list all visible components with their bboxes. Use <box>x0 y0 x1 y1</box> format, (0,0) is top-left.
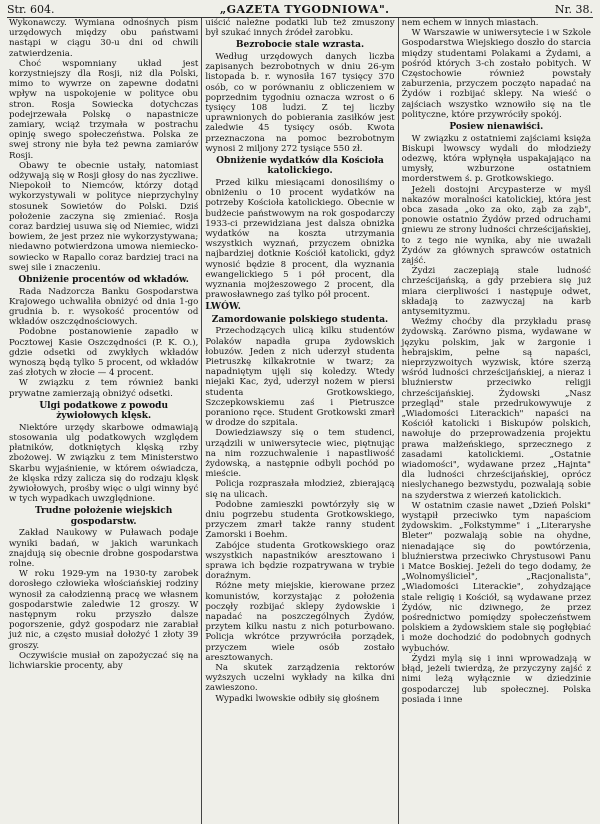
paragraph: Jeżeli dostojni Arcypasterze w myśl nakazów moralności katolickiej, która jest obca zasada „oko za oko, ząb za ząb", ponowie ostatnio Żydów przed odruchami gniewu ze strony ludności chrześcijańskiej, to z tego nie wynika, aby nie uważali Żydów za głównych sprawców ostatnich zajść. <box>401 184 591 266</box>
section-heading: Obniżenie wydatków dla Kościoła katolickiego. <box>216 155 384 177</box>
paragraph: Różne mety miejskie, kierowane przez komunistów, korzystając z położenia poczęły rozbijać sklepy żydowskie i napadać na poszczególnych Żydów, przytem kilku nastu z nich poturbowano. Policja wkrótce przywróciła porządek, przyczem wiele osób zostało aresztowanych. <box>205 581 395 663</box>
column-1 <box>7 18 200 824</box>
paragraph: Zabójce studenta Grotkowskiego oraz wszystkich napastników aresztowano i sprawa ich będzie rozpatrywana w trybie doraźnym. <box>205 540 395 582</box>
section-heading: Trudne położenie wiejskich gospodarstw. <box>34 506 173 527</box>
paragraph: Obawy te obecnie ustały, natomiast odżywają się w Rosji głosy do nas życzliwe. Niepokoił to Niemców, którzy dotąd wykorzystywali w polityce nieprzychylny stosunek Sowietów do Polski. Dziś położenie zaczyna się zmieniać. Rosja coraz bardziej usuwa się od Niemiec, widzi bowiem, że jest przez nie wykorzystywana; niedawno potwierdzona umowa niemiecko-sowiecko w Rapallo coraz bardziej traci na swej sile i znaczeniu. <box>9 160 199 273</box>
paragraph: W ostatnim czasie nawet „Dzień Polski" wystąpił przeciwko tym napaściom żydowskim. „Folkstymme" i „Literaryshe Bleter" pozwalają sobie na ohydne, nienadające się do powtórzenia, bluźnierstwa przeciwko Chrystusowi Panu i Matce Boskiej. Jeżeli do tego dodamy, że „Wolnomyśliciel", „Racjonalista", „Wiadomości Literackie", zohydzające stale religię i Kościół, są wydawane przez Żydów, nic dziwnego, że przez pośrednictwo pomiędzy społeczeństwem polskiem a żydowskiem stale się pogłębiać i może dochodzić do podobnych godnych wybuchów. <box>401 500 591 654</box>
section-heading: Zamordowanie polskiego studenta. <box>211 314 389 325</box>
page-number: Str. 604. <box>7 3 55 16</box>
dateline-city: LWÓW. <box>205 302 241 313</box>
paragraph: Policja rozpraszała młodzież, zbierającą się na ulicach. <box>205 479 395 500</box>
paragraph: Przed kilku miesiącami donosiliśmy o obniżeniu o 10 procent wydatków na potrzeby Kościoła katolickiego. Obecnie w budżecie państwowym na rok gospodarczy 1933-ci przewidziana jest dalsza obniżka wydatków na koszta utrzymania wszystkich wyznań, przyczem obniżka najbardziej dotknie Kościół katolicki, gdyż wynosić będzie 8 procent, dla wyznania ewangelickiego 5 i pół procent, dla wyznania mojżeszowego 2 procent, dla prawosławnego zaś tylko pół procent. <box>205 177 395 301</box>
paragraph: Żydzi mylą się i inni wprowadzają w błąd, jeżeli twierdzą, że przyczyny zajść z nimi leżą wyłącznie w dziedzinie gospodarczej lub społecznej. Polska posiada i inne <box>401 653 591 705</box>
paragraph: Na skutek zarządzenia rektorów wyższych uczelni wykłady na kilka dni zawieszono. <box>205 663 395 694</box>
section-heading: Obniżenie procentów od wkładów. <box>18 275 189 286</box>
paragraph: W związku z tem również banki prywatne zamierzają obniżyć odsetki. <box>9 378 199 399</box>
section-heading: Ulgi podatkowe z powodu żywiołowych klęsk. <box>39 400 168 422</box>
paragraph: Przechodzących ulicą kilku studentów Polaków napadła grupa żydowskich łobuzów. Jeden z nich uderzył studenta Pietruszkę kilkakrotnie w twarz; za napadniętym ujęli się koledzy. Wtedy niejaki Kac, żyd, uderzył nożem w piersi studenta Grotkowskiego, Szczepkowskiemu zaś i Pietruszce poraniono ręce. Student Grotkowski zmarł w drodze do szpitala. <box>205 326 395 429</box>
paragraph: Oczywiście musiał on zapożyczać się na lichwiarskie procenty, aby <box>9 650 199 672</box>
paragraph: Dowiedziawszy się o tem studenci, urządzili w uniwersytecie wiec, piętnując na nim rozzuchwalenie i napastliwość żydowską, a następnie odbyli pochód po mieście. <box>205 428 395 480</box>
paragraph: Podobne postanowienie zapadło w Pocztowej Kasie Oszczędności (P. K. O.), gdzie odsetki od zwykłych wkładów wynoszą będą tylko 5 procent, od wkładów zaś złotych w złocie — 4 procent. <box>9 327 199 379</box>
section-heading: Bezrobocie stale wzrasta. <box>235 40 365 51</box>
paragraph: W związku z ostatniemi zajściami księża Biskupi lwowscy wydali do młodzieży odezwę, która wpłynęła uspakajająco na umysły, wzburzone ostatniem morderstwem ś. p. Grotkowskiego. <box>401 133 591 185</box>
paragraph: Niektóre urzędy skarbowe odmawiają stosowania ulg podatkowych względem płatników, dotkniętych klęską rzby zbożowej. W związku z tem Ministerstwo Skarbu wyjaśnienie, w którem oświadcza, że klęska rdzy zalicza się do rodzaju klęsk żywiołowych, prośby więc o ulgi winny być w tych wypadkach uwzględnione. <box>9 422 199 505</box>
article-columns <box>7 18 593 824</box>
paragraph: uiścić należne podatki lub też zmuszony był szukać innych źródeł zarobku. <box>205 18 395 39</box>
paragraph: nem echem w innych miastach. <box>401 18 539 28</box>
column-2 <box>203 18 396 824</box>
paragraph: Weźmy choćby dla przykładu prasę żydowską. Zarówno pisma, wydawane w języku polskim, jak w żargonie i hebrajskim, pełne są napaści, nieprzyzwoitych wyzwisk, które szerzą wśród ludności chrześcijańskiej, a nieraz i bluźnierstw przeciwko religji chrześcijańskiej. Żydowski „Nasz przegląd" stale przedrukowywuje z „Wiadomości Literackich" napaści na Kościół katolicki i Biskupów polskich, nawołuje do przeprowadzenia projektu prawa małżeńskiego, sprzecznego z zasadami katolickiemi. „Ostatnie wiadomości", wydawane przez „Hajnta" dla ludności chrześcijańskiej, oprócz nieslychanego bezwstydu, pozwalają sobie na szyderstwa z wierzeń katolickich. <box>401 317 591 501</box>
paragraph: Według urzędowych danych liczba zapisanych bezrobotnych w dniu 26-ym listopada b. r. wynosiła 167 tysięcy 370 osób, co w porównaniu z obliczeniem w poprzednim tygodniu oznacza wzrost o 6 tysięcy 108 ludzi. Z tej liczby uprawnionych do pobierania zasiłków jest zaledwie 45 tysięcy osób. Kwota przeznaczona na pomoc bezrobotnym wynosi 2 miljony 272 tysiące 550 zł. <box>205 51 395 154</box>
issue-number: Nr. 38. <box>554 3 593 16</box>
paragraph: Wykonawczy. Wymiana odnośnych pism urzędowych między obu państwami nastąpi w ciągu 30-u dni od chwili zatwierdzenia. <box>9 18 199 59</box>
paragraph: W Warszawie w uniwersytecie i w Szkole Gospodarstwa Wiejskiego doszło do starcia między studentami Polakami a Żydami, a pośród których 3-ch zostało pobitych. W Częstochowie również powstały zaburzenia, przyczem poczęto napadać na Żydów i rozbijać sklepy. Na wieść o zajściach wszystko wznowiło się na tle polityczne, które przywróciły spokój. <box>401 28 591 120</box>
paragraph: Rada Nadzorcza Banku Gospodarstwa Krajowego uchwaliła obniżyć od dnia 1-go grudnia b. r. wysokość procentów od wkładów oszczędnościowych. <box>9 286 199 328</box>
paragraph: Choć wspomniany układ jest korzystniejszy dla Rosji, niż dla Polski, mimo to wywrze on zapewne dodatni wpływ na uspokojenie w polityce obu stron. Rosja Sowiecka dotychczas podejrzewała Polskę o napastnicze zamiary, wciąż trzymała w postrachu opinję swego społeczeństwa. Polska ze swej strony nie była też pewna zamiarów Rosji. <box>9 58 199 161</box>
paragraph: Podobne zamieszki powtórzyły się w dniu pogrzebu studenta Grotkowskiego, przyczem zmarł także ranny student Zamorski i Boehm. <box>205 499 395 541</box>
page-header <box>7 2 593 18</box>
paragraph: Żydzi zaczepiają stale ludność chrześcijańską, a gdy przebiera się już miara cierpliwości i następuje odwet, składają to zazwyczaj na karb antysemityzmu. <box>401 266 591 317</box>
newspaper-title: „GAZETA TYGODNIOWA". <box>219 3 390 16</box>
paragraph: Wypadki lwowskie odbiły się głośnem <box>215 693 380 704</box>
column-3 <box>400 18 593 824</box>
paragraph: Zakład Naukowy w Puławach podaje wyniki badań, w jakich warunkach znajdują się obecnie drobne gospodarstwa rolne. <box>9 528 199 570</box>
paragraph: W roku 1929-ym na 1930-ty zarobek dorosłego człowieka włościańskiej rodziny wynosił za całodzienną pracę we własnem gospodarstwie zaledwie 12 groszy. W następnym roku przyszło dalsze pogorszenie, gdyż gospodarz nie zarabiał już nic, a często musiał dołożyć 1 złoty 39 groszy. <box>9 569 199 651</box>
section-heading: Posiew nienawiści. <box>449 122 544 133</box>
column-divider <box>201 18 202 824</box>
column-divider <box>398 18 399 824</box>
